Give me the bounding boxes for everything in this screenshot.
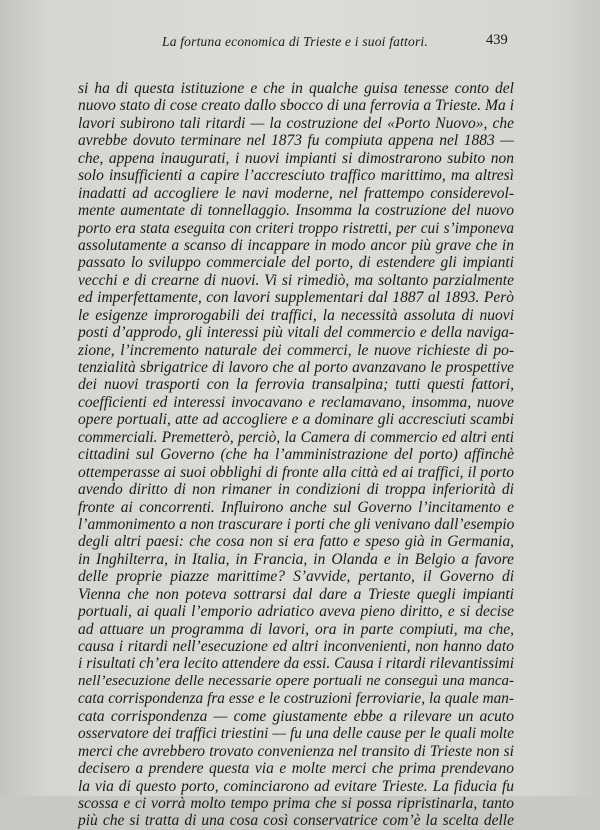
text-line: commerciali. Premetterò, perciò, la Camera di commercio ed altri enti	[78, 428, 514, 446]
text-line: passato lo sviluppo commerciale del porto, di estendere gli impianti	[78, 254, 514, 272]
text-line: degli altri paesi: che cosa non si era fatto e speso già in Germania,	[78, 533, 514, 551]
text-line: ad attuare un programma di lavori, ora in parte compiuti, ma che,	[78, 620, 514, 638]
text-line: i risultati ch’era lecito attendere da essi. Causa i ritardi rilevantissimi	[78, 655, 514, 673]
text-line: vecchi e di crearne di nuovi. Vi si rimediò, ma soltanto parzialmente	[78, 271, 514, 289]
text-line: decisero a prendere questa via e molte merci che prima prendevano	[78, 760, 514, 778]
text-line: coefficienti ed interessi invocavano e reclamavano, insomma, nuove	[78, 393, 514, 411]
text-line: ed imperfettamente, con lavori supplementari dal 1887 al 1893. Però	[78, 289, 514, 307]
text-line: portuali, ai quali l’emporio adriatico aveva pieno diritto, e si decise	[78, 603, 514, 621]
text-line: opere portuali, atte ad accogliere e a dominare gli accresciuti scambi	[78, 411, 514, 429]
text-line: fronte ai concorrenti. Influirono anche sul Governo l’incitamento e	[78, 498, 514, 516]
text-line: nell’esecuzione delle necessarie opere portuali ne conseguì una manca-	[78, 672, 514, 689]
text-line: causa i ritardi nell’esecuzione ed altri inconvenienti, non hanno dato	[78, 638, 514, 655]
body-text	[78, 80, 514, 830]
text-line: zione, l’incremento naturale dei commerci, le nuove richieste di po-	[78, 341, 514, 359]
text-line: inadatti ad accogliere le navi moderne, nel frattempo considerevol-	[78, 184, 514, 202]
text-line: si ha di questa istituzione e che in qualche guisa tenesse conto del	[78, 80, 514, 97]
text-line: solo insufficienti a capire l’accresciuto traffico marittimo, ma altresì	[78, 167, 514, 185]
text-line: tenzialità sbrigatrice di lavoro che al porto avanzavano le prospettive	[78, 359, 514, 376]
text-line: mente aumentate di tonnellaggio. Insomma la costruzione del nuovo	[78, 202, 514, 220]
text-line: nuovo stato di cose creato dallo sbocco di una ferrovia a Trieste. Ma i	[78, 97, 514, 115]
text-line: dei nuovi trasporti con la ferrovia transalpina; tutti questi fattori,	[78, 376, 514, 394]
text-line: cata corrispondenza — come giustamente ebbe a rilevare un acuto	[78, 707, 514, 725]
page-number: 439	[486, 32, 508, 48]
text-line: merci che avrebbero trovato convenienza nel transito di Trieste non si	[78, 742, 514, 760]
running-title: La fortuna economica di Trieste e i suoi fattori.	[162, 34, 428, 49]
text-line: Vienna che non poteva sottrarsi dal dare a Trieste quegli impianti	[78, 585, 514, 603]
text-line: porto era stata eseguita con criteri troppo ristretti, per cui s’imponeva	[78, 219, 514, 237]
text-line: osservatore dei traffici triestini — fu una delle cause per le quali molte	[78, 725, 514, 743]
text-line: avendo diritto di non rimaner in condizioni di troppa inferiorità di	[78, 481, 514, 499]
text-line: più che si tratta di una cosa così conservatrice com’è la scelta delle	[78, 812, 514, 830]
text-line: in Inghilterra, in Italia, in Francia, in Olanda e in Belgio a favore	[78, 550, 514, 568]
page-header	[0, 30, 600, 52]
text-line: assolutamente a scanso di incappare in modo ancor più grave che in	[78, 236, 514, 254]
text-line: che, appena inaugurati, i nuovi impianti si dimostrarono subito non	[78, 149, 514, 167]
text-line: la via di questo porto, cominciarono ad evitare Trieste. La fiducia fu	[78, 777, 514, 795]
text-line: delle proprie piazze marittime? S’avvide, pertanto, il Governo di	[78, 568, 514, 586]
text-line: cittadini sul Governo (che ha l’amministrazione del porto) affinchè	[78, 446, 514, 464]
text-line: lavori subirono tali ritardi — la costruzione del «Porto Nuovo», che	[78, 114, 514, 132]
text-line: scossa e ci vorrà molto tempo prima che si possa ripristinarla, tanto	[78, 794, 514, 812]
text-line: avrebbe dovuto terminare nel 1873 fu compiuta appena nel 1883 —	[78, 132, 514, 150]
text-line: l’ammonimento a non trascurare i porti che gli venivano dall’esempio	[78, 515, 515, 533]
text-line: posti d’approdo, gli interessi più vitali del commercio e della naviga-	[78, 324, 514, 342]
text-line: ottemperasse ai suoi obblighi di fronte alla città ed ai traffici, il porto	[78, 463, 514, 481]
text-line: le esigenze improrogabili dei traffici, la necessità assoluta di nuovi	[78, 306, 514, 324]
text-line: cata corrispondenza fra esse e le costruzioni ferroviarie, la quale man-	[78, 690, 514, 708]
